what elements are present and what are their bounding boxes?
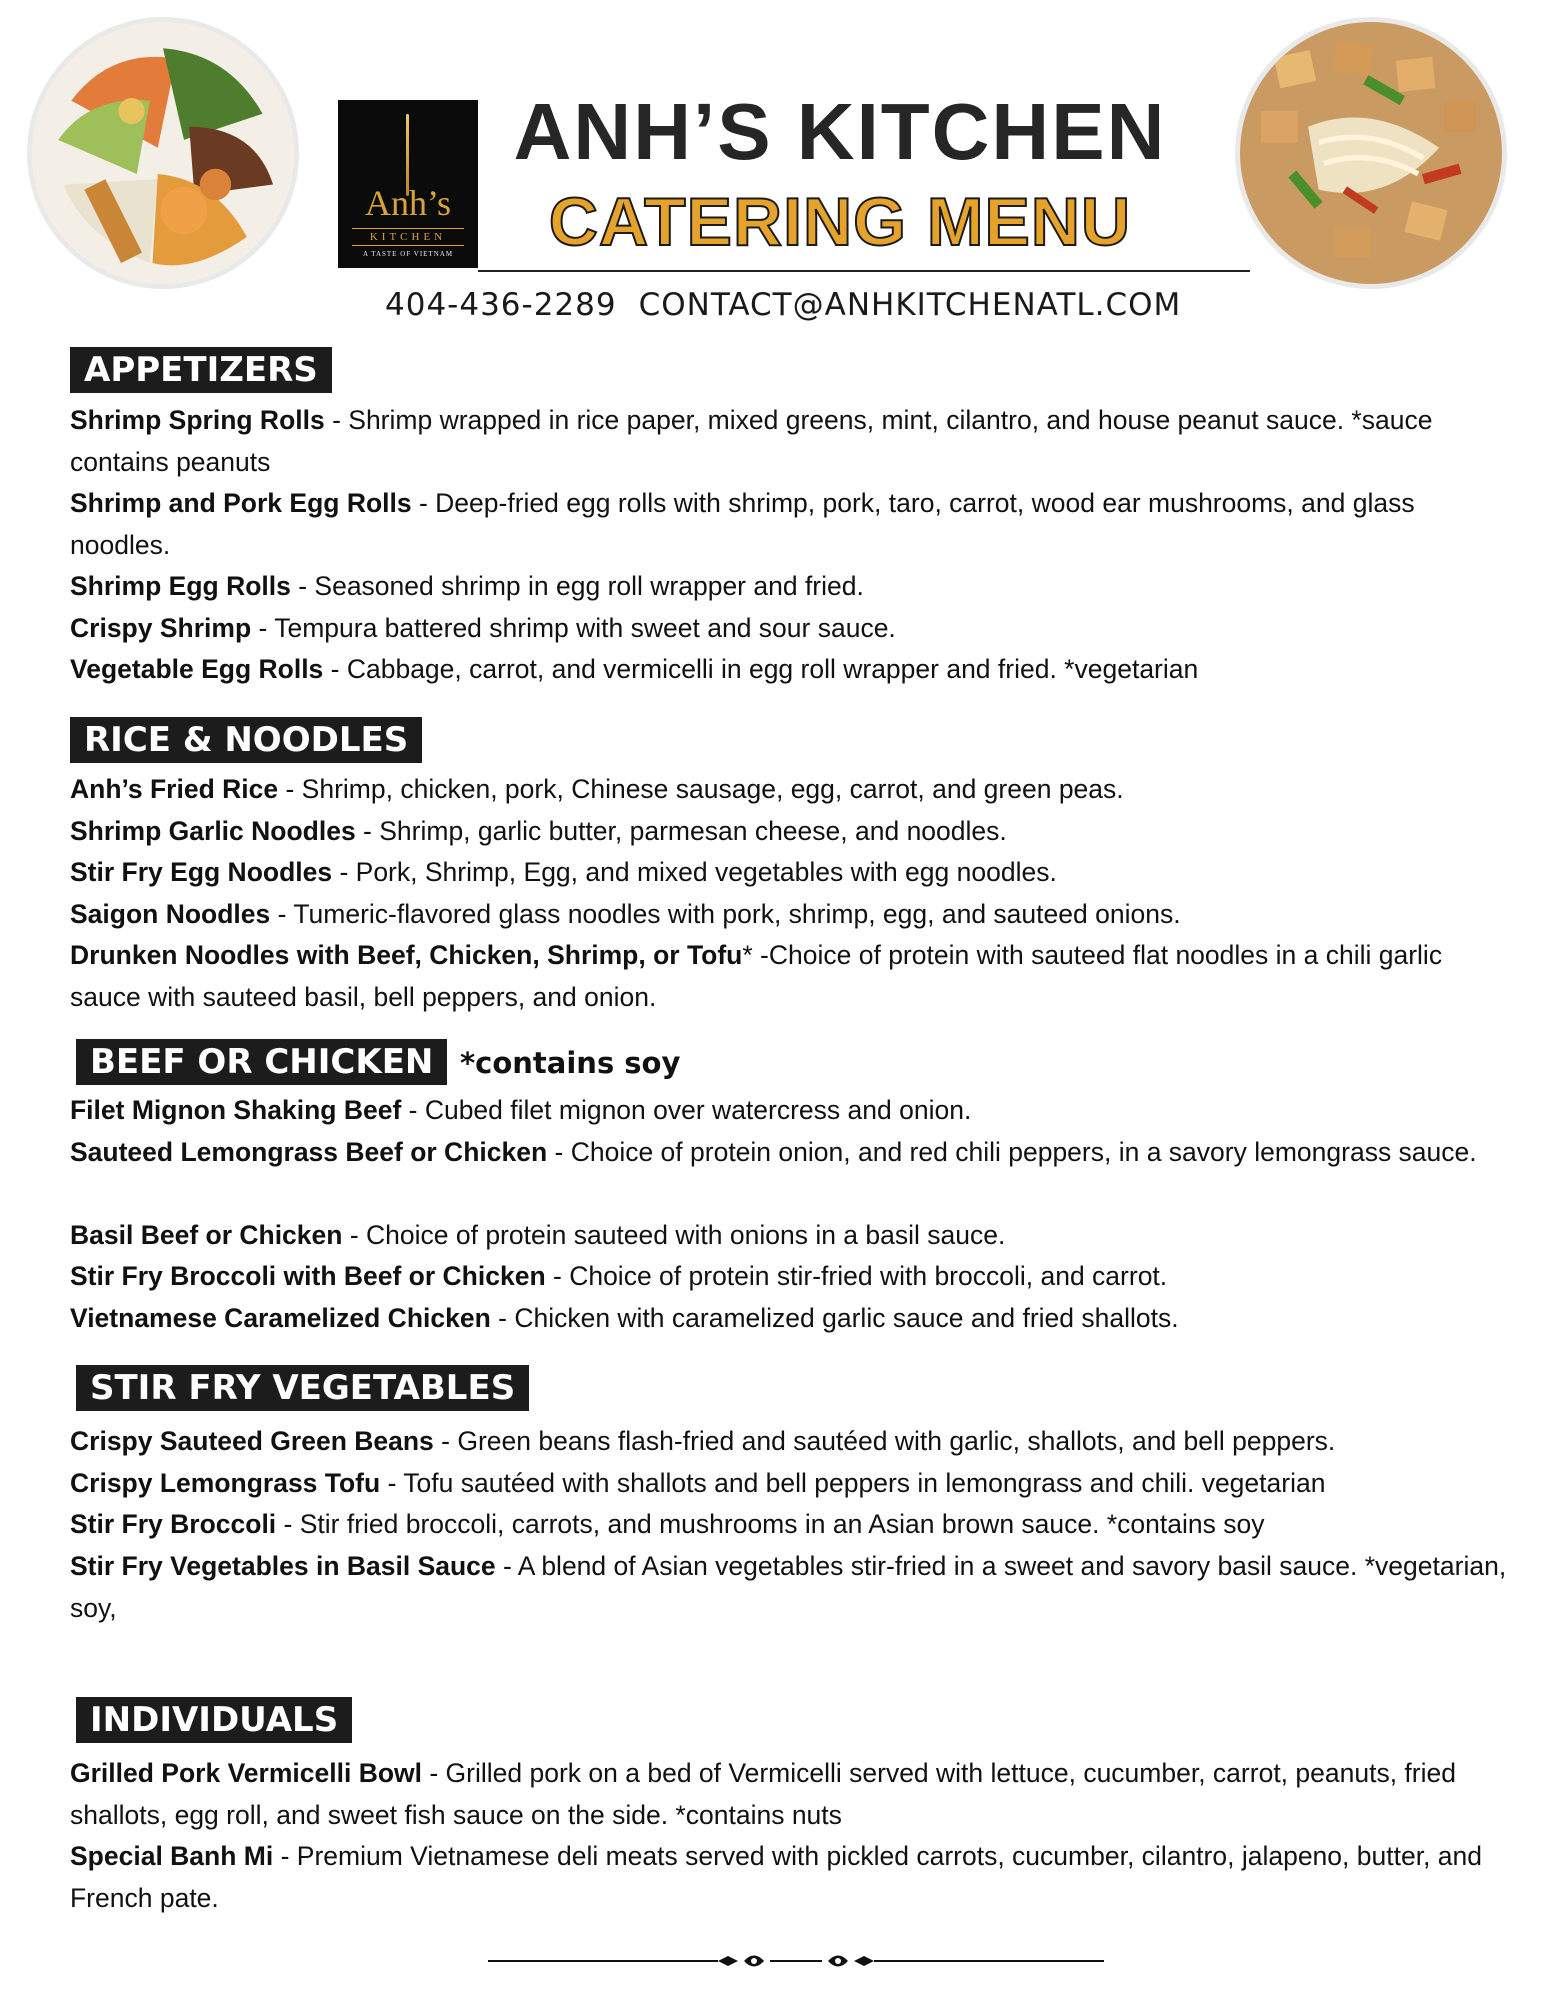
logo-subtitle: KITCHEN bbox=[352, 228, 464, 246]
item-name: Filet Mignon Shaking Beef bbox=[70, 1095, 402, 1125]
item-name: Drunken Noodles with Beef, Chicken, Shrimp, or Tofu bbox=[70, 940, 743, 970]
menu-item bbox=[70, 852, 1520, 894]
section-heading-rice-noodles: RICE & NOODLES bbox=[70, 717, 422, 763]
item-description: - A blend of Asian vegetables stir-fried in a sweet and savory basil sauce. *vegetarian, soy, bbox=[70, 1551, 1507, 1623]
title-underline bbox=[478, 270, 1250, 272]
item-name: Vegetable Egg Rolls bbox=[70, 654, 324, 684]
logo-name: Anh’s bbox=[364, 183, 451, 223]
item-description: - Cabbage, carrot, and vermicelli in egg roll wrapper and fried. *vegetarian bbox=[323, 654, 1199, 684]
section-heading-appetizers: APPETIZERS bbox=[70, 347, 332, 393]
item-description: - Stir fried broccoli, carrots, and mushrooms in an Asian brown sauce. *contains soy bbox=[276, 1509, 1265, 1539]
menu-item bbox=[70, 894, 1520, 936]
menu-item bbox=[70, 769, 1520, 811]
item-name: Crispy Sauteed Green Beans bbox=[70, 1426, 434, 1456]
menu-item bbox=[70, 1546, 1520, 1629]
phone-number[interactable]: 404-436-2289 bbox=[385, 287, 617, 323]
anhs-kitchen-logo bbox=[338, 100, 478, 268]
item-description: - Green beans flash-fried and sautéed with garlic, shallots, and bell peppers. bbox=[433, 1426, 1336, 1456]
tofu-stirfry-photo bbox=[1240, 22, 1502, 284]
contact-email[interactable]: CONTACT@ANHKITCHENATL.COM bbox=[638, 287, 1182, 323]
vermicelli-platter-photo bbox=[32, 22, 294, 284]
brand-title: ANH’S KITCHEN bbox=[513, 87, 1167, 176]
item-description: - Choice of protein sauteed with onions in a basil sauce. bbox=[342, 1220, 1006, 1250]
item-description: * -Choice of protein with sauteed flat noodles in a chili garlic sauce with sauteed basil, bell peppers, and onion. bbox=[70, 940, 1443, 1012]
item-name: Grilled Pork Vermicelli Bowl bbox=[70, 1758, 422, 1788]
menu-item bbox=[70, 1463, 1520, 1505]
item-description: - Grilled pork on a bed of Vermicelli served with lettuce, cucumber, carrot, peanuts, fried shallots, egg roll, and sweet fish sauce on the side. *contains nuts bbox=[70, 1758, 1456, 1830]
section-heading-stir-fry-vegetables: STIR FRY VEGETABLES bbox=[76, 1365, 529, 1411]
menu-item bbox=[70, 1298, 1520, 1340]
section-heading-individuals: INDIVIDUALS bbox=[76, 1697, 352, 1743]
ornamental-divider-icon bbox=[488, 1946, 1104, 1976]
item-name: Shrimp Garlic Noodles bbox=[70, 816, 356, 846]
section-heading-beef-chicken: BEEF OR CHICKEN bbox=[76, 1039, 447, 1085]
item-name: Stir Fry Egg Noodles bbox=[70, 857, 333, 887]
item-name: Shrimp and Pork Egg Rolls bbox=[70, 488, 412, 518]
item-name: Special Banh Mi bbox=[70, 1841, 274, 1871]
item-description: - Tofu sautéed with shallots and bell peppers in lemongrass and chili. vegetarian bbox=[380, 1468, 1326, 1498]
menu-item bbox=[70, 483, 1520, 566]
item-description: - Cubed filet mignon over watercress and onion. bbox=[401, 1095, 972, 1125]
contact-line bbox=[385, 287, 1265, 323]
item-name: Shrimp Egg Rolls bbox=[70, 571, 291, 601]
menu-item bbox=[70, 566, 1520, 608]
item-name: Basil Beef or Chicken bbox=[70, 1220, 343, 1250]
item-description: - Seasoned shrimp in egg roll wrapper and fried. bbox=[290, 571, 864, 601]
item-name: Crispy Lemongrass Tofu bbox=[70, 1468, 381, 1498]
logo-tagline: A TASTE OF VIETNAM bbox=[362, 250, 454, 258]
menu-item bbox=[70, 935, 1520, 1018]
menu-item bbox=[70, 608, 1520, 650]
item-name: Sauteed Lemongrass Beef or Chicken bbox=[70, 1137, 548, 1167]
menu-item bbox=[70, 1256, 1520, 1298]
item-name: Stir Fry Broccoli bbox=[70, 1509, 277, 1539]
menu-item bbox=[70, 1090, 1520, 1132]
menu-item bbox=[70, 1836, 1520, 1919]
item-name: Saigon Noodles bbox=[70, 899, 271, 929]
item-description: - Chicken with caramelized garlic sauce and fried shallots. bbox=[490, 1303, 1179, 1333]
item-description: - Deep-fried egg rolls with shrimp, pork, taro, carrot, wood ear mushrooms, and glass noodles. bbox=[70, 488, 1415, 560]
item-name: Anh’s Fried Rice bbox=[70, 774, 279, 804]
menu-item bbox=[70, 1421, 1520, 1463]
item-description: - Shrimp wrapped in rice paper, mixed greens, mint, cilantro, and house peanut sauce. *sauce contains peanuts bbox=[70, 405, 1433, 477]
item-name: Stir Fry Broccoli with Beef or Chicken bbox=[70, 1261, 546, 1291]
menu-title: CATERING MENU bbox=[548, 184, 1132, 260]
item-name: Shrimp Spring Rolls bbox=[70, 405, 325, 435]
item-description: - Choice of protein stir-fried with broccoli, and carrot. bbox=[545, 1261, 1168, 1291]
menu-item bbox=[70, 811, 1520, 853]
menu-item bbox=[70, 1504, 1520, 1546]
item-description: - Shrimp, chicken, pork, Chinese sausage, egg, carrot, and green peas. bbox=[278, 774, 1124, 804]
item-name: Vietnamese Caramelized Chicken bbox=[70, 1303, 491, 1333]
menu-item bbox=[70, 649, 1520, 691]
item-name: Crispy Shrimp bbox=[70, 613, 252, 643]
item-description: - Tempura battered shrimp with sweet and sour sauce. bbox=[251, 613, 896, 643]
menu-item bbox=[70, 1753, 1520, 1836]
menu-item bbox=[70, 1132, 1520, 1174]
menu-item bbox=[70, 1215, 1520, 1257]
item-description: - Shrimp, garlic butter, parmesan cheese, and noodles. bbox=[355, 816, 1007, 846]
menu-item bbox=[70, 400, 1520, 483]
section-note-contains-soy: *contains soy bbox=[460, 1046, 681, 1080]
item-name: Stir Fry Vegetables in Basil Sauce bbox=[70, 1551, 496, 1581]
item-description: - Premium Vietnamese deli meats served with pickled carrots, cucumber, cilantro, jalapeno, butter, and French pate. bbox=[70, 1841, 1482, 1913]
item-description: - Tumeric-flavored glass noodles with pork, shrimp, egg, and sauteed onions. bbox=[270, 899, 1181, 929]
item-description: - Pork, Shrimp, Egg, and mixed vegetables with egg noodles. bbox=[332, 857, 1057, 887]
item-description: - Choice of protein onion, and red chili peppers, in a savory lemongrass sauce. bbox=[547, 1137, 1477, 1167]
